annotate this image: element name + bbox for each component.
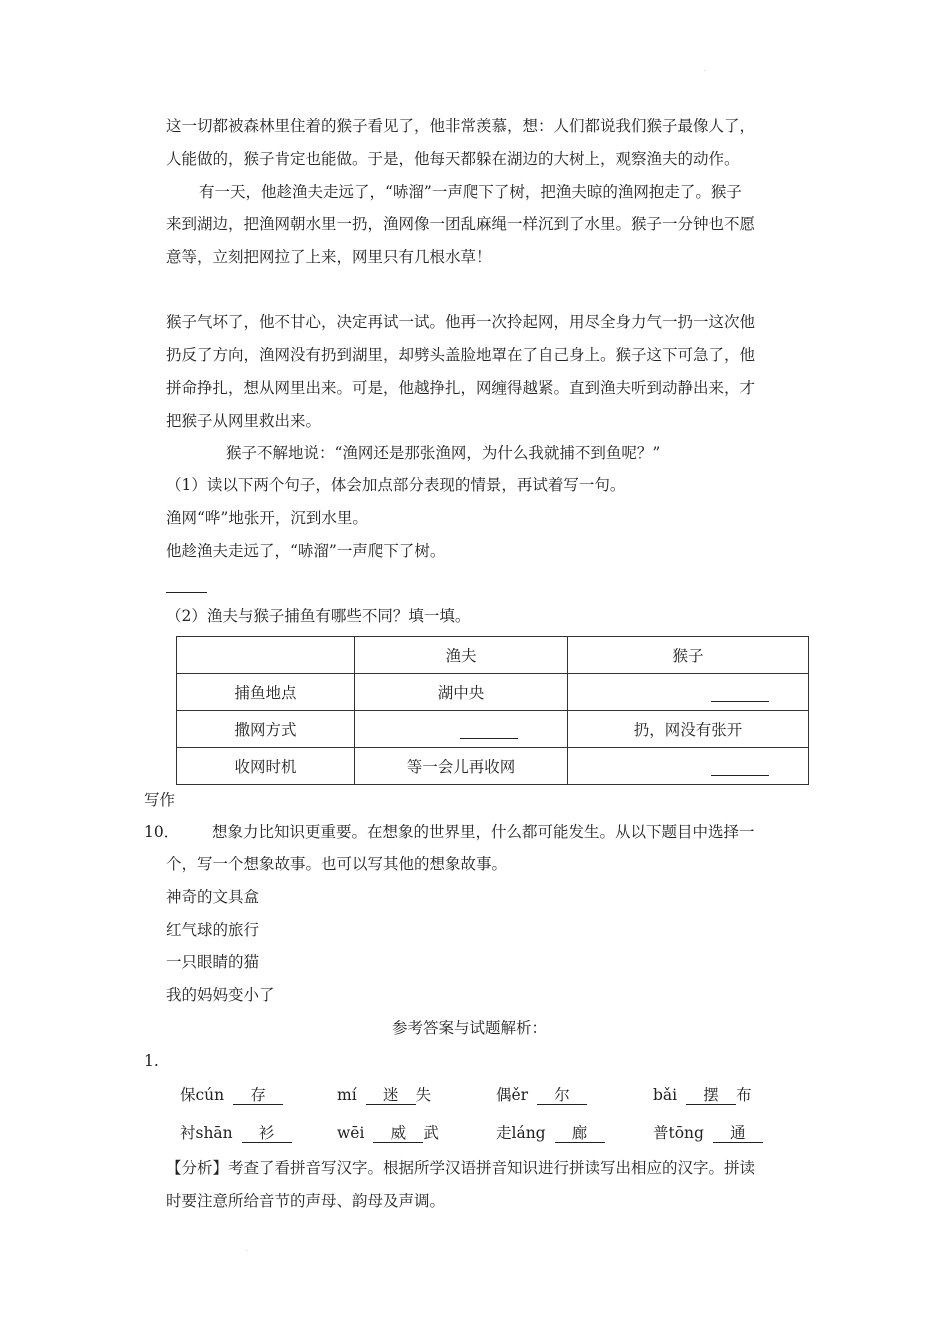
row-label: 收网时机 — [177, 748, 355, 785]
table-row — [177, 748, 809, 785]
pinyin-item — [496, 1084, 587, 1106]
passage-p3-line3: 拼命挣扎，想从网里出来。可是，他越挣扎，网缠得越紧。直到渔夫听到动静出来，才 — [166, 379, 756, 397]
answer-char: 通 — [713, 1124, 763, 1143]
q10-topic: 我的妈妈变小了 — [166, 986, 275, 1004]
q1-prompt: （1）读以下两个句子，体会加点部分表现的情景，再试着写一句。 — [166, 476, 626, 494]
answer-char: 衫 — [242, 1124, 292, 1143]
section-writing: 写作 — [144, 791, 176, 809]
answer-number: 1. — [144, 1052, 159, 1070]
row-label: 撒网方式 — [177, 711, 355, 748]
passage-p2-line1: 有一天，他趁渔夫走远了，“哧溜”一声爬下了树，把渔夫晾的渔网抱走了。猴子 — [199, 183, 742, 201]
q2-prompt: （2）渔夫与猴子捕鱼有哪些不同？填一填。 — [166, 607, 471, 625]
table-header-row — [177, 637, 809, 674]
pinyin-prompt: 偶ěr — [496, 1086, 529, 1104]
monkey-cell-blank[interactable] — [568, 674, 809, 711]
fisher-cell-blank[interactable] — [355, 711, 568, 748]
pinyin-item — [496, 1122, 605, 1144]
q1-sentence-1: 渔网“哗”地张开，沉到水里。 — [166, 509, 368, 527]
passage-p3-line1: 猴子气坏了，他不甘心，决定再试一试。他再一次拎起网，用尽全身力气一扔一这次他 — [166, 313, 756, 331]
analysis-line2: 时要注意所给音节的声母、韵母及声调。 — [166, 1192, 446, 1210]
fisher-cell: 湖中央 — [355, 674, 568, 711]
answers-title: 参考答案与试题解析： — [392, 1019, 548, 1037]
passage-p2-line2: 来到湖边，把渔网朝水里一扔，渔网像一团乱麻绳一样沉到了水里。猴子一分钟也不愿 — [166, 215, 756, 233]
pinyin-prompt: bǎi — [653, 1086, 678, 1104]
analysis-line1: 【分析】考查了看拼音写汉字。根据所学汉语拼音知识进行拼读写出相应的汉字。拼读 — [166, 1159, 756, 1177]
table-row — [177, 711, 809, 748]
table-header-cell: 渔夫 — [355, 637, 568, 674]
passage-p3-line2: 扔反了方向，渔网没有扔到湖里，却劈头盖脸地罩在了自己身上。猴子这下可急了，他 — [166, 346, 756, 364]
answer-char: 存 — [233, 1086, 283, 1105]
pinyin-prompt: 走láng — [496, 1124, 546, 1142]
q10-line1: 想象力比知识更重要。在想象的世界里，什么都可能发生。从以下题目中选择一 — [212, 823, 755, 841]
q10-line2: 个，写一个想象故事。也可以写其他的想象故事。 — [166, 855, 508, 873]
q1-answer-blank[interactable] — [166, 572, 207, 594]
passage-p3-line4: 把猴子从网里救出来。 — [166, 412, 322, 430]
scan-dot: . — [246, 1246, 248, 1253]
answer-char: 尔 — [537, 1086, 587, 1105]
q10-topic: 红气球的旅行 — [166, 921, 260, 939]
pinyin-suffix: 武 — [423, 1124, 439, 1142]
passage-p1-line1: 这一切都被森林里住着的猴子看见了，他非常羡慕，想：人们都说我们猴子最像人了， — [166, 117, 756, 135]
passage-p1-line2: 人能做的，猴子肯定也能做。于是，他每天都躲在湖边的大树上，观察渔夫的动作。 — [166, 150, 740, 168]
row-label: 捕鱼地点 — [177, 674, 355, 711]
pinyin-item — [653, 1084, 752, 1106]
passage-p4: 猴子不解地说：“渔网还是那张渔网，为什么我就捕不到鱼呢？” — [226, 444, 661, 462]
monkey-cell: 扔，网没有张开 — [568, 711, 809, 748]
answer-char: 威 — [373, 1124, 423, 1143]
pinyin-suffix: 布 — [736, 1086, 752, 1104]
pinyin-suffix: 失 — [415, 1086, 432, 1104]
monkey-cell-blank[interactable] — [568, 748, 809, 785]
table-header-cell: 猴子 — [568, 637, 809, 674]
pinyin-item — [337, 1084, 431, 1106]
pinyin-prompt: 衬shān — [180, 1124, 233, 1142]
q10-topic: 神奇的文具盒 — [166, 888, 260, 906]
scan-dot: . — [704, 66, 706, 73]
pinyin-prompt: mí — [337, 1086, 357, 1104]
passage-p2-line3: 意等，立刻把网拉了上来，网里只有几根水草！ — [166, 248, 492, 266]
q10-topic: 一只眼睛的猫 — [166, 953, 260, 971]
q1-sentence-2: 他趁渔夫走远了，“哧溜”一声爬下了树。 — [166, 542, 446, 560]
answer-char: 廊 — [555, 1124, 605, 1143]
pinyin-item — [180, 1084, 283, 1106]
pinyin-item — [653, 1122, 763, 1144]
pinyin-prompt: 保cún — [180, 1086, 225, 1104]
pinyin-item — [337, 1122, 439, 1144]
answer-char: 迷 — [366, 1086, 416, 1105]
table-header-cell — [177, 637, 355, 674]
q10-number: 10． — [144, 823, 180, 841]
pinyin-item — [180, 1122, 292, 1144]
comparison-table — [176, 636, 809, 785]
fisher-cell: 等一会儿再收网 — [355, 748, 568, 785]
pinyin-prompt: 普tōng — [653, 1124, 704, 1142]
answer-char: 摆 — [686, 1086, 736, 1105]
pinyin-prompt: wēi — [337, 1124, 365, 1142]
table-row — [177, 674, 809, 711]
